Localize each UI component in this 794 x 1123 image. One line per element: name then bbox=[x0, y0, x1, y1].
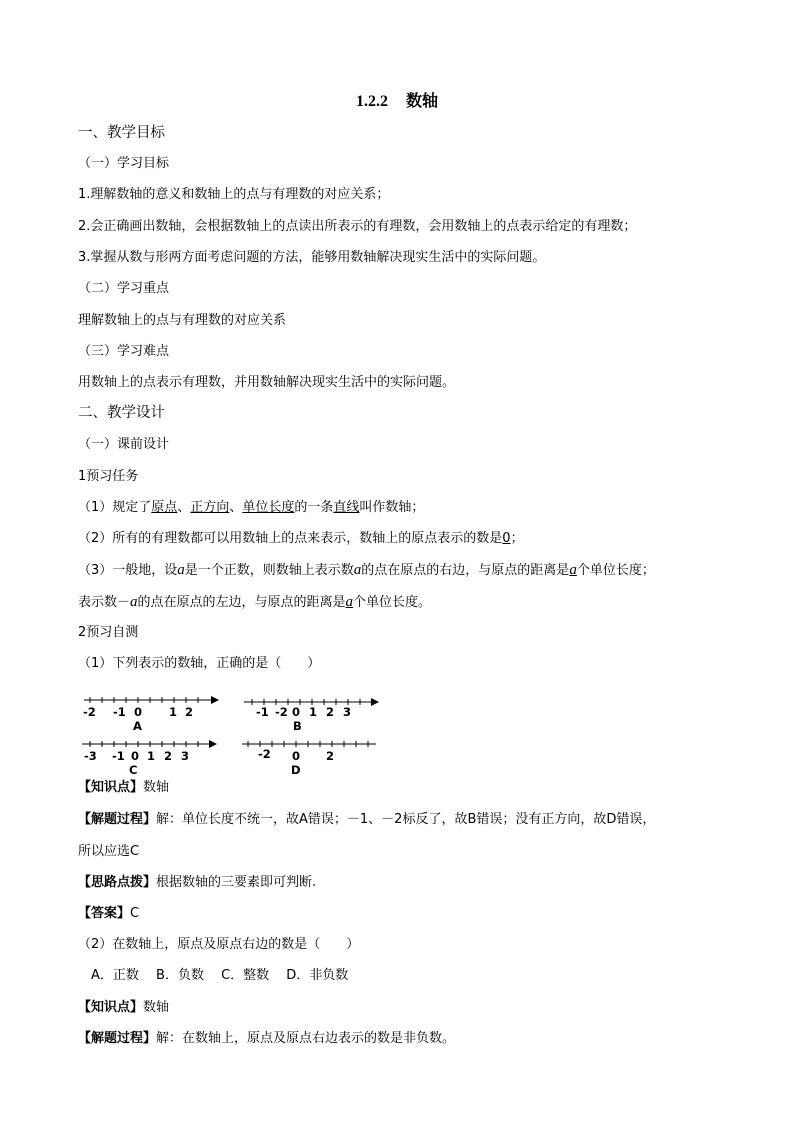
axis-d-name: D bbox=[291, 763, 301, 777]
q1-knowledge: 【知识点】数轴 bbox=[78, 780, 170, 795]
task-3: （3）一般地，设a是一个正数，则数轴上表示数a的点在原点的右边，与原点的距离是a个单位长度； bbox=[78, 562, 655, 578]
axis-a-label-4: 1 bbox=[169, 705, 178, 719]
goal-2: 2.会正确画出数轴，会根据数轴上的点读出所表示的有理数，会用数轴上的点表示给定的有理数； bbox=[78, 219, 637, 234]
goal-1: 1.理解数轴的意义和数轴上的点与有理数的对应关系； bbox=[78, 187, 390, 202]
blank-a: a bbox=[569, 562, 577, 578]
axis-a-label-1: -2 bbox=[83, 705, 96, 719]
axis-c bbox=[82, 741, 216, 777]
key-point: 理解数轴上的点与有理数的对应关系 bbox=[78, 313, 287, 328]
title-text: 数轴 bbox=[405, 93, 438, 110]
axis-d-label-1: -2 bbox=[258, 747, 271, 761]
q1-process-continued: 所以应选C bbox=[78, 844, 140, 859]
axis-c-label-2: -1 bbox=[112, 749, 125, 763]
axis-b-label-3: 0 bbox=[292, 705, 301, 719]
axis-c-label-1: -3 bbox=[84, 749, 97, 763]
axis-a bbox=[83, 697, 218, 733]
axis-b-name: B bbox=[293, 719, 302, 733]
section1-heading: 一、教学目标 bbox=[78, 125, 165, 141]
axis-b-label-4: 1 bbox=[309, 705, 318, 719]
q2-options: A．正数 B．负数 C．整数 D．非负数 bbox=[78, 968, 349, 983]
axis-d bbox=[242, 741, 376, 777]
page-title bbox=[0, 88, 794, 111]
question-2: （2）在数轴上，原点及原点右边的数是（ ） bbox=[78, 937, 360, 952]
q2-process: 【解题过程】解：在数轴上，原点及原点右边表示的数是非负数。 bbox=[78, 1031, 456, 1046]
title-number: 1.2.2 bbox=[355, 93, 388, 110]
axis-a-name: A bbox=[133, 719, 142, 733]
axis-a-label-5: 2 bbox=[185, 705, 194, 719]
axis-c-name: C bbox=[129, 763, 138, 777]
axis-c-label-4: 1 bbox=[147, 749, 156, 763]
axis-b-label-5: 2 bbox=[326, 705, 335, 719]
blank-line: 直线 bbox=[333, 500, 360, 515]
task-3-continued: 表示数－a的点在原点的左边，与原点的距离是a个单位长度。 bbox=[78, 594, 432, 610]
section2-heading: 二、教学设计 bbox=[78, 405, 165, 421]
axis-a-label-3: 0 bbox=[134, 705, 143, 719]
blank-origin: 原点 bbox=[151, 500, 178, 515]
blank-positive-direction: 正方向 bbox=[190, 500, 230, 515]
number-line-figure bbox=[78, 688, 388, 780]
axis-b-label-6: 3 bbox=[343, 705, 352, 719]
axis-d-label-3: 2 bbox=[326, 749, 335, 763]
task-2: （2）所有的有理数都可以用数轴上的点来表示，数轴上的原点表示的数是0； bbox=[78, 531, 524, 546]
difficulty-heading: （三）学习难点 bbox=[78, 344, 170, 359]
pre-class-heading: （一）课前设计 bbox=[78, 437, 170, 452]
axis-d-label-2: 0 bbox=[292, 749, 301, 763]
axis-b-label-1: -1 bbox=[256, 705, 269, 719]
q1-answer: 【答案】C bbox=[78, 906, 140, 921]
goal-3: 3.掌握从数与形两方面考虑问题的方法，能够用数轴解决现实生活中的实际问题。 bbox=[78, 250, 546, 265]
axis-b bbox=[244, 699, 378, 733]
task-heading: 1预习任务 bbox=[78, 469, 139, 484]
q2-knowledge: 【知识点】数轴 bbox=[78, 1000, 170, 1015]
q1-hint: 【思路点拨】根据数轴的三要素即可判断. bbox=[78, 875, 317, 890]
blank-a-2: a bbox=[345, 594, 354, 610]
q1-process: 【解题过程】解：单位长度不统一，故A错误；－1、－2标反了，故B错误；没有正方向，故D错误， bbox=[78, 812, 656, 827]
axis-b-label-2: -2 bbox=[275, 705, 288, 719]
selftest-heading: 2预习自测 bbox=[78, 625, 139, 640]
axis-c-label-3: 0 bbox=[131, 749, 140, 763]
question-1: （1）下列表示的数轴，正确的是（ ） bbox=[78, 656, 321, 671]
goals-heading: （一）学习目标 bbox=[78, 156, 170, 171]
task-1: （1）规定了原点、正方向、单位长度的一条直线叫作数轴； bbox=[78, 500, 425, 515]
difficulty-point: 用数轴上的点表示有理数，并用数轴解决现实生活中的实际问题。 bbox=[78, 375, 456, 390]
axis-c-label-5: 2 bbox=[164, 749, 173, 763]
blank-unit-length: 单位长度 bbox=[242, 500, 295, 515]
key-heading: （二）学习重点 bbox=[78, 281, 170, 296]
axis-a-label-2: -1 bbox=[113, 705, 126, 719]
axis-c-label-6: 3 bbox=[181, 749, 190, 763]
blank-zero: 0 bbox=[502, 531, 511, 546]
